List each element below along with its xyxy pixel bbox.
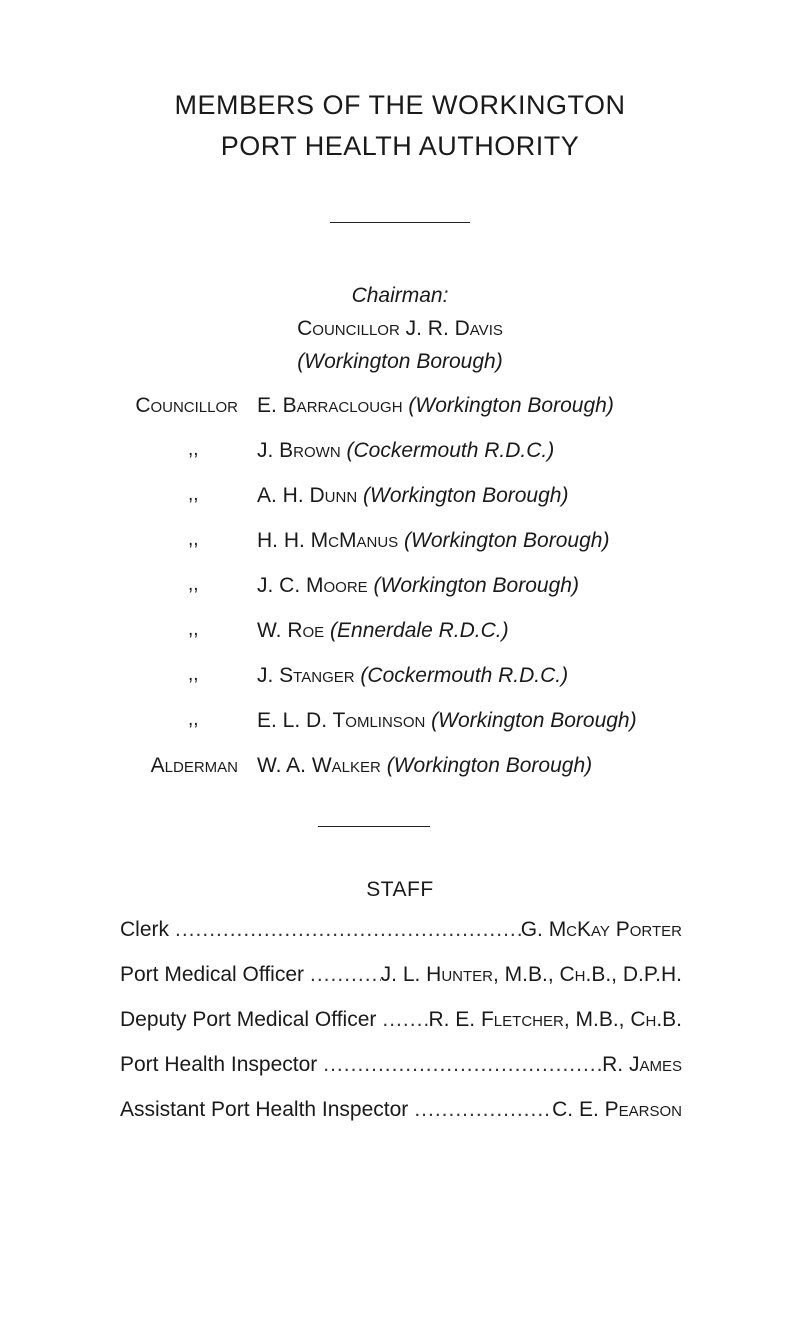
ditto-mark: ,, (188, 664, 199, 685)
staff-name: R. E. Fletcher, M.B., Ch.B. (428, 1008, 682, 1031)
chairman-body: (Workington Borough) (297, 350, 503, 373)
member-body: (Workington Borough) (373, 574, 579, 597)
staff-name: G. McKay Porter (520, 918, 682, 941)
member-body: (Cockermouth R.D.C.) (360, 664, 569, 687)
member-name: J. C. Moore (Workington Borough) (257, 574, 579, 597)
staff-name: C. E. Pearson (552, 1098, 682, 1121)
ditto-mark: ,, (188, 574, 199, 595)
member-row (0, 575, 800, 605)
dot-leader (169, 919, 521, 940)
ditto-mark: ,, (188, 709, 199, 730)
staff-role: Deputy Port Medical Officer (120, 1008, 377, 1031)
member-body: (Workington Borough) (408, 394, 614, 417)
staff-role: Clerk (120, 918, 170, 941)
staff-role: Port Medical Officer (120, 963, 305, 986)
ditto-mark: ,, (188, 484, 199, 505)
ditto-mark: ,, (188, 439, 199, 460)
member-name: J. Stanger (Cockermouth R.D.C.) (257, 664, 569, 687)
member-name: W. A. Walker (Workington Borough) (257, 754, 593, 777)
staff-role: Port Health Inspector (120, 1053, 318, 1076)
dot-leader (408, 1099, 552, 1120)
dot-leader (317, 1054, 602, 1075)
member-row (0, 530, 800, 560)
member-row (0, 620, 800, 650)
staff-name: R. James (602, 1053, 682, 1076)
member-role: Councillor (135, 394, 238, 417)
ditto-mark: ,, (188, 619, 199, 640)
member-body: (Workington Borough) (404, 529, 610, 552)
member-body: (Workington Borough) (431, 709, 637, 732)
member-name: H. H. McManus (Workington Borough) (257, 529, 610, 552)
member-body: (Workington Borough) (363, 484, 569, 507)
staff-row (120, 964, 682, 994)
member-body: (Ennerdale R.D.C.) (330, 619, 509, 642)
member-name: W. Roe (Ennerdale R.D.C.) (257, 619, 509, 642)
member-row (0, 755, 800, 785)
member-row (0, 485, 800, 515)
staff-divider (318, 826, 430, 827)
member-name: A. H. Dunn (Workington Borough) (257, 484, 569, 507)
page-title-line-1: MEMBERS OF THE WORKINGTON (174, 90, 626, 120)
member-name: E. Barraclough (Workington Borough) (257, 394, 614, 417)
staff-heading: STAFF (366, 878, 434, 901)
dot-leader (376, 1009, 428, 1030)
staff-row (120, 1099, 682, 1129)
ditto-mark: ,, (188, 529, 199, 550)
member-body: (Cockermouth R.D.C.) (346, 439, 555, 462)
member-row (0, 665, 800, 695)
chairman-name: Councillor J. R. Davis (297, 317, 503, 340)
member-name: J. Brown (Cockermouth R.D.C.) (257, 439, 555, 462)
staff-name: J. L. Hunter, M.B., Ch.B., D.P.H. (380, 963, 682, 986)
member-body: (Workington Borough) (386, 754, 593, 777)
member-row (0, 710, 800, 740)
staff-row (120, 919, 682, 949)
member-row (0, 395, 800, 425)
member-name: E. L. D. Tomlinson (Workington Borough) (257, 709, 637, 732)
dot-leader (304, 964, 381, 985)
title-divider (330, 222, 470, 223)
staff-role: Assistant Port Health Inspector (120, 1098, 409, 1121)
staff-row (120, 1009, 682, 1039)
member-role: Alderman (150, 754, 238, 777)
page-title-line-2: PORT HEALTH AUTHORITY (220, 131, 580, 161)
staff-row (120, 1054, 682, 1084)
member-row (0, 440, 800, 470)
chairman-heading: Chairman: (351, 284, 449, 307)
